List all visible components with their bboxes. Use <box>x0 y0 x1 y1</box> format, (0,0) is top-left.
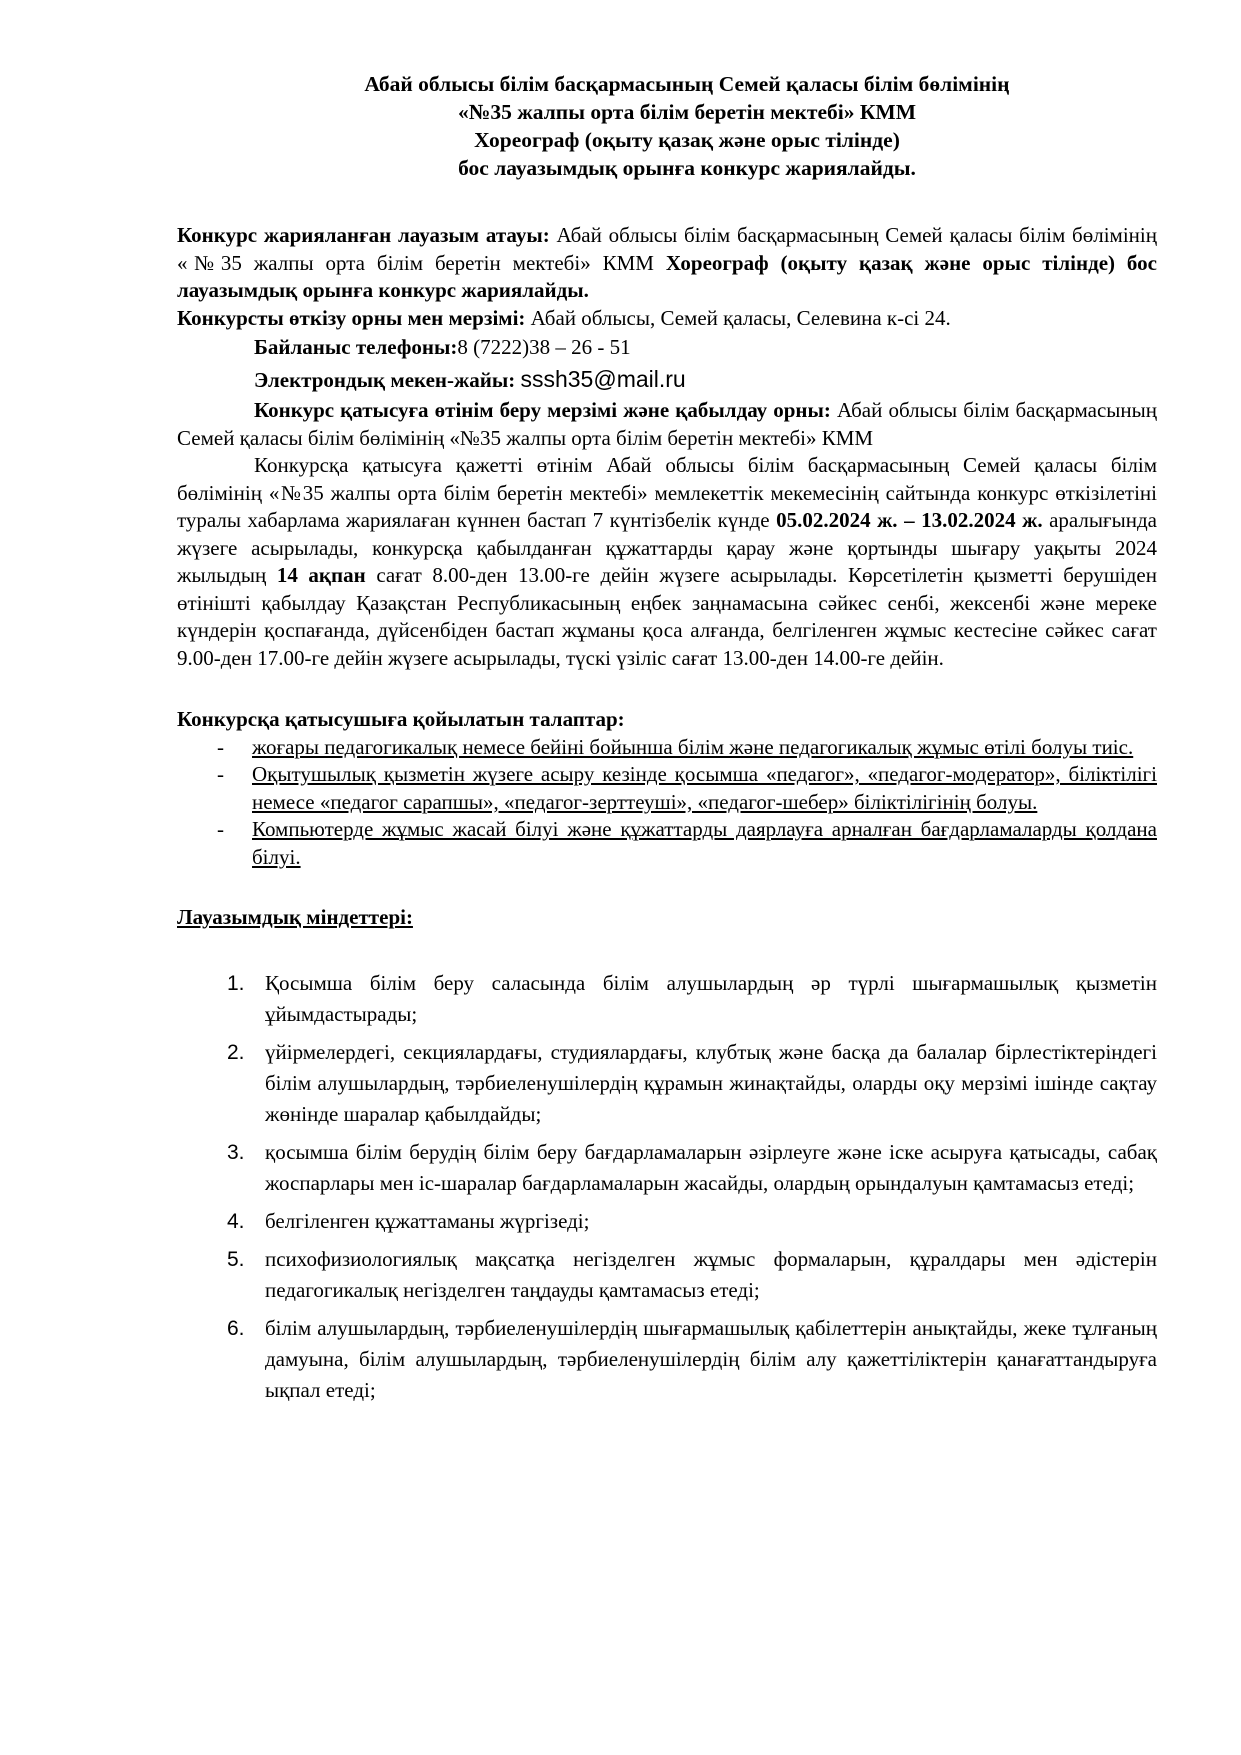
duty-text: белгіленген құжаттаманы жүргізеді; <box>265 1209 590 1233</box>
procedure-date-range: 05.02.2024 ж. – 13.02.2024 ж. <box>776 508 1043 532</box>
duty-text: Қосымша білім беру саласында білім алушылардың әр түрлі шығармашылық қызметін ұйымдастырады; <box>265 971 1157 1026</box>
position-paragraph <box>177 222 1157 305</box>
header-line-4: бос лауазымдық орынға конкурс жариялайды. <box>458 156 916 180</box>
list-item <box>177 1244 1157 1306</box>
header-line-3: Хореограф (оқыту қазақ және орыс тілінде) <box>474 128 900 152</box>
phone-label: Байланыс телефоны: <box>254 335 458 359</box>
duties-list <box>177 968 1157 1406</box>
item-number: 3. <box>227 1141 245 1164</box>
procedure-date-bold: 14 ақпан <box>276 563 366 587</box>
header-line-2: «№35 жалпы орта білім беретін мектебі» КММ <box>457 100 917 124</box>
dash-marker: - <box>217 762 224 786</box>
list-item <box>177 1313 1157 1406</box>
application-paragraph <box>177 397 1157 452</box>
document-header <box>217 70 1157 182</box>
item-number: 1. <box>227 972 245 995</box>
phone-value: 8 (7222)38 – 26 - 51 <box>457 335 631 359</box>
duty-text: үйірмелердегі, секциялардағы, студиялардағы, клубтық және басқа да балалар бірлестіктеріндегі білім алушылардың, тәрбиеленушілердің құрамын жинақтайды, оларды оқу мерзімі ішінде сақтау жөнінде шаралар қабылдайды; <box>265 1040 1157 1126</box>
application-label: Конкурс қатысуға өтінім беру мерзімі және қабылдау орны: <box>254 398 831 422</box>
list-item <box>177 968 1157 1030</box>
item-number: 6. <box>227 1317 245 1340</box>
list-item <box>177 1037 1157 1130</box>
list-item <box>177 734 1157 762</box>
procedure-part-3: сағат 8.00-ден 13.00-ге дейін жүзеге асырылады. Көрсетілетін қызметті берушіден өтінішті қабылдау Қазақстан Республикасының еңбек заңнамасына сәйкес сенбі, жексенбі және мереке күндерін қоспағанда, дүйсенбіден бастап жұманы қоса алғанда, белгіленген жұмыс кестесіне сәйкес сағат 9.00-ден 17.00-ге дейін жүзеге асырылады, түскі үзіліс сағат 13.00-ден 14.00-ге дейін. <box>177 563 1157 670</box>
duty-text: білім алушылардың, тәрбиеленушілердің шығармашылық қабілеттерін анықтайды, жеке тұлғаның дамуына, білім алушылардың, тәрбиеленушілердің білім алу қажеттіліктерін қанағаттандыруға ықпал етеді; <box>265 1316 1157 1402</box>
venue-label: Конкурсты өткізу орны мен мерзімі: <box>177 305 526 330</box>
item-number: 4. <box>227 1210 245 1233</box>
duty-text: психофизиологиялық мақсатқа негізделген жұмыс формаларын, құралдары мен әдістерін педагогикалық негізделген таңдауды қамтамасыз етеді; <box>265 1247 1157 1302</box>
duty-text: қосымша білім берудің білім беру бағдарламаларын әзірлеуге және іске асыруға қатысады, сабақ жоспарлары мен іс-шаралар бағдарламаларын жасайды, олардың орындалуын қамтамасыз етеді; <box>265 1140 1157 1195</box>
application-text: Абай облысы білім басқармасының Семей қаласы білім бөлімінің «№35 жалпы орта білім беретін мектебі» КММ <box>177 398 1157 450</box>
position-text: Абай облысы білім басқармасының Семей қаласы білім бөлімінің «№35 жалпы орта білім беретін мектебі» КММ <box>177 223 1157 275</box>
requirements-list <box>177 734 1157 872</box>
header-line-1: Абай облысы білім басқармасының Семей қаласы білім бөлімінің <box>364 72 1010 96</box>
list-item <box>177 761 1157 816</box>
requirement-text: Компьютерде жұмыс жасай білуі және құжаттарды даярлауға арналған бағдарламаларды қолдана білуі. <box>252 817 1157 869</box>
email-label: Электрондық мекен-жайы: <box>254 368 516 392</box>
list-item <box>177 1137 1157 1199</box>
email-line <box>177 362 1157 397</box>
list-item <box>177 816 1157 871</box>
position-label: Конкурс жарияланған лауазым атауы: <box>177 223 550 247</box>
requirements-title: Конкурсқа қатысушыға қойылатын талаптар: <box>177 707 625 731</box>
venue-paragraph <box>177 305 1157 333</box>
dash-marker: - <box>217 817 224 841</box>
requirement-text: Оқытушылық қызметін жүзеге асыру кезінде қосымша «педагог», «педагог-модератор», біліктілігі немесе «педагог сарапшы», «педагог-зерттеуші», «педагог-шебер» біліктілігінің болуы. <box>252 762 1157 814</box>
procedure-part-1: Конкурсқа қатысуға қажетті өтінім Абай облысы білім басқармасының Семей қаласы білім бөлімінің «№35 жалпы орта білім беретін мектебі» мемлекеттік мекемесінің сайтында конкурс өткізілетіні туралы хабарлама жариялаған күннен бастап 7 күнтізбелік күнде <box>177 453 1157 532</box>
position-bold-tail: Хореограф (оқыту қазақ және орыс тілінде) бос лауазымдық орынға конкурс жариялайды. <box>177 250 1157 302</box>
duties-title: Лауазымдық міндеттері: <box>177 905 413 929</box>
item-number: 2. <box>227 1041 245 1064</box>
phone-line <box>177 332 1157 362</box>
procedure-part-2: аралығында жүзеге асырылады, конкурсқа қабылданған құжаттарды қарау және қортынды шығару уақыты 2024 жылыдың <box>177 508 1157 587</box>
requirement-text: жоғары педагогикалық немесе бейіні бойынша білім және педагогикалық жұмыс өтілі болуы тиіс. <box>252 734 1134 759</box>
list-item <box>177 1206 1157 1237</box>
document-page <box>177 70 1157 1413</box>
venue-text: Абай облысы, Семей қаласы, Селевина к-сі 24. <box>525 305 951 330</box>
item-number: 5. <box>227 1248 245 1271</box>
dash-marker: - <box>217 734 224 759</box>
procedure-paragraph <box>177 452 1157 672</box>
email-value[interactable]: sssh35@mail.ru <box>520 366 686 392</box>
